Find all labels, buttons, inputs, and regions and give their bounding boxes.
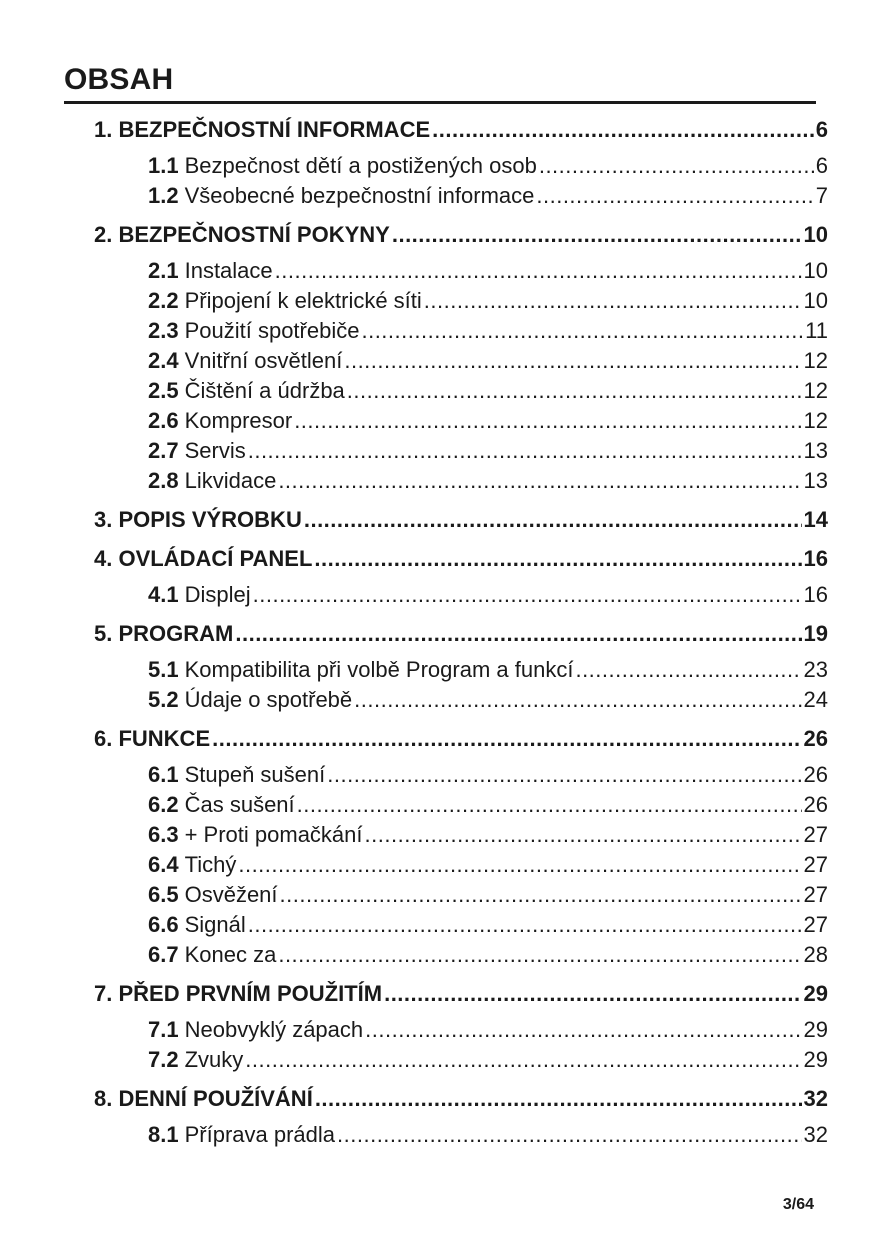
toc-entry-page: 27 bbox=[803, 912, 828, 937]
toc-entry-number: 6.2 bbox=[148, 792, 179, 817]
toc-entry-title: Displej bbox=[184, 582, 251, 607]
toc-dot-leader bbox=[365, 1016, 801, 1044]
toc-entry-number: 5.2 bbox=[148, 687, 179, 712]
toc-entry-number: 6.7 bbox=[148, 942, 179, 967]
toc-chapter-entry[interactable] bbox=[94, 116, 828, 144]
toc-dot-leader bbox=[253, 581, 802, 609]
toc-entry-page: 10 bbox=[803, 222, 828, 247]
toc-entry-title: 6. FUNKCE bbox=[94, 726, 211, 751]
toc-chapter-entry[interactable] bbox=[94, 725, 828, 753]
toc-entry-number: 2.7 bbox=[148, 438, 179, 463]
toc-entry-title: Bezpečnost dětí a postižených osob bbox=[184, 153, 537, 178]
toc-dot-leader bbox=[238, 851, 801, 879]
toc-entry-title: Servis bbox=[184, 438, 246, 463]
toc-section-entry[interactable] bbox=[148, 257, 828, 285]
toc-entry-page: 12 bbox=[803, 408, 828, 433]
toc-section-entry[interactable] bbox=[148, 317, 828, 345]
toc-entry-number: 2.8 bbox=[148, 468, 179, 493]
toc-entry-title: Údaje o spotřebě bbox=[184, 687, 353, 712]
toc-dot-leader bbox=[354, 686, 801, 714]
toc-entry-title: Konec za bbox=[184, 942, 277, 967]
toc-dot-leader bbox=[245, 1046, 801, 1074]
toc-entry-title: Všeobecné bezpečnostní informace bbox=[184, 183, 535, 208]
toc-entry-page: 27 bbox=[803, 882, 828, 907]
toc-entry-page: 26 bbox=[803, 726, 828, 751]
toc-chapter-entry[interactable] bbox=[94, 506, 828, 534]
toc-chapter-entry[interactable] bbox=[94, 620, 828, 648]
toc-chapter-entry[interactable] bbox=[94, 545, 828, 573]
toc-entry-title: Čas sušení bbox=[184, 792, 295, 817]
toc-entry-page: 13 bbox=[803, 468, 828, 493]
toc-entry-number: 6.4 bbox=[148, 852, 179, 877]
toc-dot-leader bbox=[235, 620, 801, 648]
toc-entry-page: 28 bbox=[803, 942, 828, 967]
toc-entry-number: 2.6 bbox=[148, 408, 179, 433]
toc-entry-page: 23 bbox=[803, 657, 828, 682]
toc-entry-number: 1.2 bbox=[148, 183, 179, 208]
toc-entry-page: 29 bbox=[803, 1047, 828, 1072]
toc-entry-page: 27 bbox=[803, 822, 828, 847]
toc-entry-number: 2.1 bbox=[148, 258, 179, 283]
toc-entry-page: 11 bbox=[805, 318, 828, 343]
toc-section-entry[interactable] bbox=[148, 881, 828, 909]
toc-dot-leader bbox=[278, 941, 801, 969]
toc-dot-leader bbox=[212, 725, 801, 753]
toc-entry-title: Vnitřní osvětlení bbox=[184, 348, 343, 373]
toc-section-entry[interactable] bbox=[148, 347, 828, 375]
toc-dot-leader bbox=[248, 437, 802, 465]
toc-dot-leader bbox=[280, 881, 802, 909]
toc-entry-title: 7. PŘED PRVNÍM POUŽITÍM bbox=[94, 981, 383, 1006]
toc-section-entry[interactable] bbox=[148, 851, 828, 879]
toc-chapter-entry[interactable] bbox=[94, 1085, 828, 1113]
toc-dot-leader bbox=[315, 1085, 802, 1113]
toc-entry-title: Instalace bbox=[184, 258, 273, 283]
toc-dot-leader bbox=[337, 1121, 802, 1149]
toc-entry-page: 12 bbox=[803, 378, 828, 403]
toc-entry-number: 5.1 bbox=[148, 657, 179, 682]
toc-section-entry[interactable] bbox=[148, 581, 828, 609]
toc-dot-leader bbox=[314, 545, 801, 573]
toc-dot-leader bbox=[327, 761, 801, 789]
toc-entry-title: Kompresor bbox=[184, 408, 293, 433]
toc-entry-number: 7.2 bbox=[148, 1047, 179, 1072]
toc-entry-title: Osvěžení bbox=[184, 882, 278, 907]
toc-entry-number: 6.1 bbox=[148, 762, 179, 787]
toc-section-entry[interactable] bbox=[148, 941, 828, 969]
toc-dot-leader bbox=[424, 287, 802, 315]
toc-entry-page: 29 bbox=[803, 981, 828, 1006]
toc-dot-leader bbox=[365, 821, 802, 849]
toc-dot-leader bbox=[432, 116, 814, 144]
toc-section-entry[interactable] bbox=[148, 656, 828, 684]
toc-entry-page: 7 bbox=[815, 183, 828, 208]
toc-entry-page: 10 bbox=[803, 258, 828, 283]
toc-entry-title: 1. BEZPEČNOSTNÍ INFORMACE bbox=[94, 117, 431, 142]
toc-entry-title: 8. DENNÍ POUŽÍVÁNÍ bbox=[94, 1086, 313, 1111]
page-number: 3/64 bbox=[782, 1196, 814, 1213]
toc-entry-page: 19 bbox=[803, 621, 828, 646]
toc-dot-leader bbox=[536, 182, 813, 210]
toc-dot-leader bbox=[344, 347, 801, 375]
toc-section-entry[interactable] bbox=[148, 377, 828, 405]
toc-section-entry[interactable] bbox=[148, 1121, 828, 1149]
toc-entry-page: 6 bbox=[815, 117, 828, 142]
toc-section-entry[interactable] bbox=[148, 437, 828, 465]
toc-entry-number: 2.2 bbox=[148, 288, 179, 313]
toc-dot-leader bbox=[575, 656, 801, 684]
toc-entry-page: 27 bbox=[803, 852, 828, 877]
toc-entry-title: Příprava prádla bbox=[184, 1122, 336, 1147]
toc-entry-title: 3. POPIS VÝROBKU bbox=[94, 507, 302, 532]
toc-entry-page: 32 bbox=[803, 1122, 828, 1147]
title-divider bbox=[64, 101, 816, 104]
toc-entry-number: 1.1 bbox=[148, 153, 179, 178]
toc-entry-title: Stupeň sušení bbox=[184, 762, 326, 787]
toc-entry-page: 16 bbox=[803, 582, 828, 607]
toc-entry-number: 6.6 bbox=[148, 912, 179, 937]
toc-entry-title: Tichý bbox=[184, 852, 237, 877]
toc-entry-title: Připojení k elektrické síti bbox=[184, 288, 422, 313]
toc-entry-page: 24 bbox=[803, 687, 828, 712]
toc-entry-number: 6.3 bbox=[148, 822, 179, 847]
toc-dot-leader bbox=[297, 791, 802, 819]
toc-chapter-entry[interactable] bbox=[94, 980, 828, 1008]
page-title: OBSAH bbox=[64, 63, 174, 96]
toc-entry-number: 2.5 bbox=[148, 378, 179, 403]
toc-entry-page: 14 bbox=[803, 507, 828, 532]
toc-entry-number: 2.4 bbox=[148, 348, 179, 373]
toc-entry-page: 29 bbox=[803, 1017, 828, 1042]
toc-dot-leader bbox=[392, 221, 802, 249]
toc-section-entry[interactable] bbox=[148, 467, 828, 495]
toc-dot-leader bbox=[275, 257, 802, 285]
toc-dot-leader bbox=[294, 407, 801, 435]
toc-entry-page: 13 bbox=[803, 438, 828, 463]
toc-section-entry[interactable] bbox=[148, 182, 828, 210]
toc-entry-number: 2.3 bbox=[148, 318, 179, 343]
toc-entry-page: 16 bbox=[803, 546, 828, 571]
toc-entry-title: 4. OVLÁDACÍ PANEL bbox=[94, 546, 313, 571]
toc-entry-page: 10 bbox=[803, 288, 828, 313]
toc-section-entry[interactable] bbox=[148, 686, 828, 714]
toc-entry-page: 26 bbox=[803, 792, 828, 817]
toc-section-entry[interactable] bbox=[148, 152, 828, 180]
toc-entry-page: 26 bbox=[803, 762, 828, 787]
toc-section-entry[interactable] bbox=[148, 407, 828, 435]
toc-entry-page: 32 bbox=[803, 1086, 828, 1111]
toc-entry-title: Čištění a údržba bbox=[184, 378, 345, 403]
toc-section-entry[interactable] bbox=[148, 287, 828, 315]
toc-dot-leader bbox=[347, 377, 802, 405]
toc-entry-number: 7.1 bbox=[148, 1017, 179, 1042]
toc-entry-number: 6.5 bbox=[148, 882, 179, 907]
toc-entry-title: Neobvyklý zápach bbox=[184, 1017, 364, 1042]
toc-section-entry[interactable] bbox=[148, 791, 828, 819]
toc-chapter-entry[interactable] bbox=[94, 221, 828, 249]
toc-entry-title: Signál bbox=[184, 912, 246, 937]
toc-entry-title: Kompatibilita při volbě Program a funkcí bbox=[184, 657, 574, 682]
toc-section-entry[interactable] bbox=[148, 821, 828, 849]
toc-dot-leader bbox=[278, 467, 801, 495]
toc-entry-title: Zvuky bbox=[184, 1047, 244, 1072]
toc-entry-number: 8.1 bbox=[148, 1122, 179, 1147]
toc-section-entry[interactable] bbox=[148, 911, 828, 939]
toc-entry-title: Likvidace bbox=[184, 468, 277, 493]
toc-dot-leader bbox=[361, 317, 803, 345]
toc-entry-title: Použití spotřebiče bbox=[184, 318, 360, 343]
toc-entry-title: 2. BEZPEČNOSTNÍ POKYNY bbox=[94, 222, 390, 247]
toc-dot-leader bbox=[304, 506, 802, 534]
toc-section-entry[interactable] bbox=[148, 1046, 828, 1074]
toc-dot-leader bbox=[248, 911, 802, 939]
toc-section-entry[interactable] bbox=[148, 1016, 828, 1044]
toc-dot-leader bbox=[384, 980, 801, 1008]
toc-entry-page: 12 bbox=[803, 348, 828, 373]
toc-entry-page: 6 bbox=[815, 153, 828, 178]
toc-entry-title: 5. PROGRAM bbox=[94, 621, 234, 646]
toc-section-entry[interactable] bbox=[148, 761, 828, 789]
toc-entry-number: 4.1 bbox=[148, 582, 179, 607]
toc-entry-title: + Proti pomačkání bbox=[184, 822, 363, 847]
toc-dot-leader bbox=[539, 152, 814, 180]
